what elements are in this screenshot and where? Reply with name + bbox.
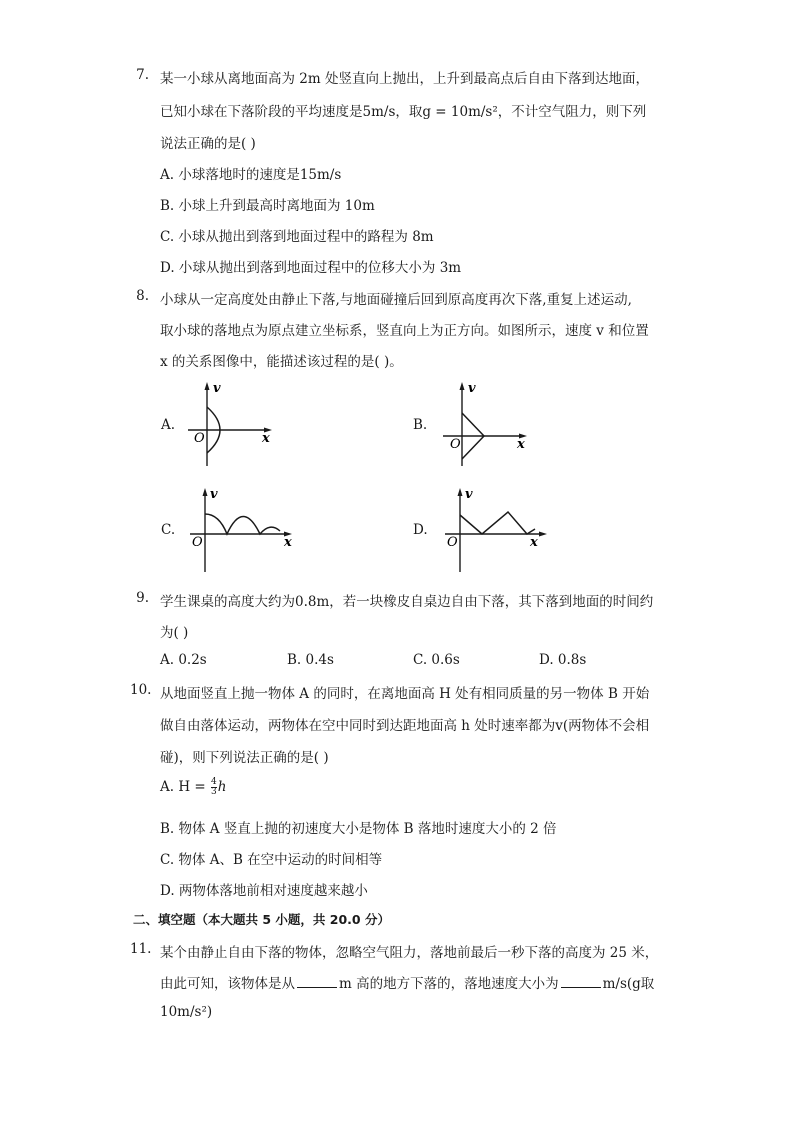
- q8-stem-line2: 取小球的落地点为原点建立坐标系，竖直向上为正方向。如图所示，速度 v 和位置: [160, 323, 649, 339]
- q8-number: 8.: [136, 288, 149, 304]
- q11-stem-line3: 10m/s²): [160, 1004, 213, 1020]
- q10-option-a-fraction: [211, 778, 217, 797]
- q11-blank-height[interactable]: [297, 975, 337, 988]
- q8-figure-c-x-label: x: [284, 535, 292, 550]
- q10-stem-line3: 碰)，则下列说法正确的是( ): [160, 750, 329, 766]
- q8-figure-c-curve: [205, 514, 280, 534]
- q10-number: 10.: [130, 682, 152, 698]
- q8-figure-d-v-label: v: [465, 487, 473, 502]
- q7-stem-line3: 说法正确的是( ): [160, 136, 256, 152]
- q11-line2-part2: m 高的地方下落的，落地速度大小为: [339, 976, 559, 992]
- q8-figure-c-origin-label: O: [192, 535, 203, 550]
- q8-figure-c: [186, 484, 298, 574]
- q8-figure-b-x-label: x: [517, 437, 525, 452]
- q8-figure-d-curve: [460, 512, 535, 534]
- q11-stem-line1: 某个由静止自由下落的物体，忽略空气阻力，落地前最后一秒下落的高度为 25 米，: [160, 945, 659, 961]
- q7-option-d: D. 小球从抛出到落到地面过程中的位移大小为 3m: [160, 260, 462, 276]
- q8-figure-a-origin-label: O: [194, 431, 205, 446]
- q10-option-a-suffix: h: [217, 779, 227, 795]
- q8-figure-b-v-label: v: [468, 381, 476, 396]
- q9-number: 9.: [136, 590, 149, 606]
- q8-figure-b-origin-label: O: [450, 437, 461, 452]
- q8-figure-c-v-label: v: [210, 487, 218, 502]
- q10-option-b: B. 物体 A 竖直上抛的初速度大小是物体 B 落地时速度大小的 2 倍: [160, 821, 557, 837]
- q10-option-a-denominator: 3: [211, 787, 217, 797]
- q7-stem-line1: 某一小球从离地面高为 2m 处竖直向上抛出，上升到最高点后自由下落到达地面，: [160, 71, 649, 87]
- q7-stem-line2: 已知小球在下落阶段的平均速度是5m/s，取g = 10m/s²，不计空气阻力，则下列: [160, 104, 647, 120]
- q11-line2-part1: 由此可知，该物体是从: [160, 976, 295, 992]
- q8-figure-d: [441, 484, 553, 574]
- q8-stem-line3: x 的关系图像中，能描述该过程的是( )。: [160, 354, 403, 370]
- q10-option-a: [160, 778, 226, 797]
- q9-option-a: A. 0.2s: [160, 652, 207, 668]
- q8-figure-a-label: A.: [161, 417, 176, 433]
- section-heading: 二、填空题（本大题共 5 小题，共 20.0 分）: [133, 912, 390, 927]
- q11-blank-speed[interactable]: [561, 975, 601, 988]
- q8-figure-a-v-label: v: [213, 381, 221, 396]
- q11-line2-part3: m/s(g取: [602, 976, 655, 992]
- q8-stem-line1: 小球从一定高度处由静止下落,与地面碰撞后回到原高度再次下落,重复上述运动,: [160, 292, 632, 308]
- q10-option-c: C. 物体 A、B 在空中运动的时间相等: [160, 852, 383, 868]
- q10-option-a-numerator: 4: [211, 777, 217, 787]
- q7-number: 7.: [136, 67, 149, 83]
- q10-stem-line2: 做自由落体运动，两物体在空中同时到达距地面高 h 处时速率都为v(两物体不会相: [160, 718, 650, 734]
- q7-option-c: C. 小球从抛出到落到地面过程中的路程为 8m: [160, 229, 434, 245]
- q8-figure-a: [186, 378, 276, 468]
- q10-option-d: D. 两物体落地前相对速度越来越小: [160, 883, 368, 899]
- q8-figure-d-label: D.: [413, 522, 428, 538]
- q8-figure-d-origin-label: O: [447, 535, 458, 550]
- q7-option-a: A. 小球落地时的速度是15m/s: [160, 167, 342, 183]
- q11-number: 11.: [130, 941, 152, 957]
- q8-figure-b-label: B.: [413, 417, 428, 433]
- q10-stem-line1: 从地面竖直上抛一物体 A 的同时，在离地面高 H 处有相同质量的另一物体 B 开始: [160, 686, 650, 702]
- q9-stem-line1: 学生课桌的高度大约为0.8m，若一块橡皮自桌边自由下落，其下落到地面的时间约: [160, 594, 654, 610]
- q9-option-d: D. 0.8s: [539, 652, 587, 668]
- q8-figure-b: [441, 378, 531, 468]
- q9-stem-line2: 为( ): [160, 625, 189, 641]
- q10-option-a-prefix: A. H =: [160, 779, 210, 795]
- q9-option-b: B. 0.4s: [287, 652, 334, 668]
- q8-figure-d-x-label: x: [530, 535, 538, 550]
- q7-option-b: B. 小球上升到最高时离地面为 10m: [160, 198, 375, 214]
- q11-stem-line2: [160, 972, 654, 992]
- q9-option-c: C. 0.6s: [413, 652, 460, 668]
- q8-figure-c-label: C.: [161, 522, 176, 538]
- q8-figure-a-x-label: x: [262, 431, 270, 446]
